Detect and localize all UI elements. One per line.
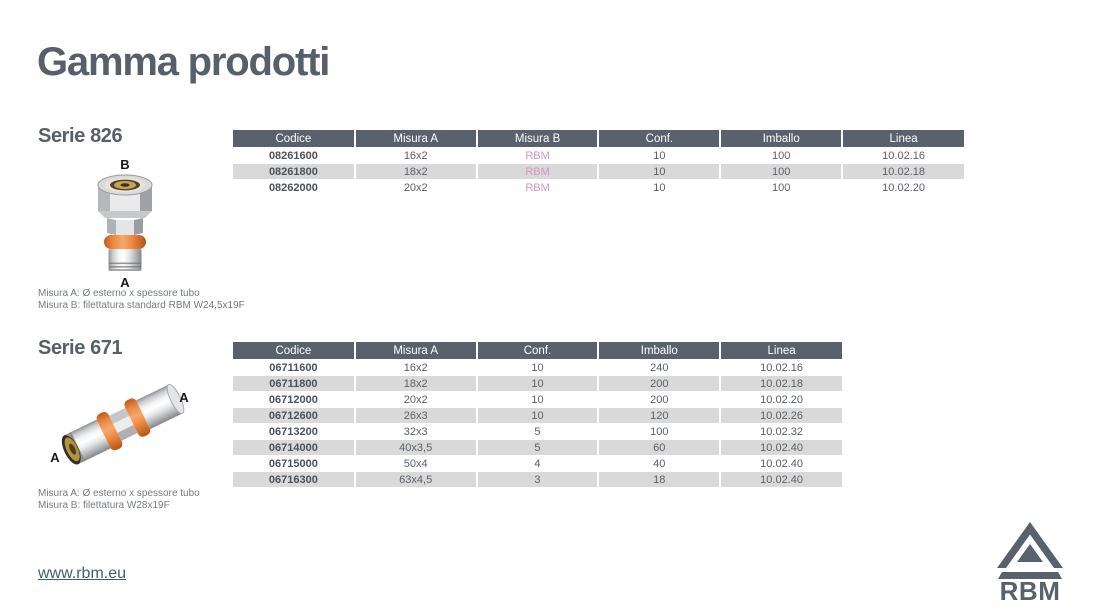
rbm-logo-text: RBM <box>999 576 1061 604</box>
label-a-top: A <box>179 390 189 405</box>
column-header: Misura B <box>477 130 599 148</box>
table-cell: 240 <box>598 360 720 376</box>
table-row <box>233 440 842 456</box>
table-cell: 5 <box>477 424 599 440</box>
serie-671-heading: Serie 671 <box>38 337 123 359</box>
serie-826-notes <box>38 288 245 311</box>
table-cell: 10.02.18 <box>720 376 842 392</box>
table-row <box>233 392 842 408</box>
page-title: Gamma prodotti <box>37 40 330 84</box>
table-row <box>233 376 842 392</box>
table-row <box>233 148 964 164</box>
table-cell: 16x2 <box>355 360 477 376</box>
table-cell: 06715000 <box>233 456 355 472</box>
header-row <box>233 130 964 148</box>
table-cell: 10.02.40 <box>720 440 842 456</box>
table-row <box>233 424 842 440</box>
table-cell: 10.02.16 <box>720 360 842 376</box>
column-header: Codice <box>233 130 355 148</box>
table-cell: 3 <box>477 472 599 488</box>
table-cell: 20x2 <box>355 180 477 196</box>
note-line: Misura A: Ø esterno x spessore tubo <box>38 488 200 499</box>
table-cell: 18 <box>598 472 720 488</box>
table-cell: RBM <box>477 148 599 164</box>
label-a-bottom: A <box>50 450 60 465</box>
table-row <box>233 164 964 180</box>
table-cell: 4 <box>477 456 599 472</box>
table-cell: 10.02.40 <box>720 456 842 472</box>
serie-826-heading: Serie 826 <box>38 125 123 147</box>
table-cell: 10.02.40 <box>720 472 842 488</box>
table-cell: 06712000 <box>233 392 355 408</box>
table-cell: 100 <box>720 180 842 196</box>
table-cell: 08261800 <box>233 164 355 180</box>
table-cell: 06716300 <box>233 472 355 488</box>
serie-826-table <box>233 130 964 195</box>
table-cell: 08261600 <box>233 148 355 164</box>
table-cell: 16x2 <box>355 148 477 164</box>
table-row <box>233 408 842 424</box>
table-cell: 10 <box>598 148 720 164</box>
product-photo-826 <box>78 156 172 295</box>
header-row <box>233 342 842 360</box>
table-cell: 5 <box>477 440 599 456</box>
column-header: Conf. <box>598 130 720 148</box>
table-cell: 10 <box>598 180 720 196</box>
table-cell: 200 <box>598 376 720 392</box>
column-header: Linea <box>842 130 964 148</box>
note-line: Misura A: Ø esterno x spessore tubo <box>38 288 200 299</box>
table-cell: 10 <box>477 392 599 408</box>
table-row <box>233 180 964 196</box>
table-cell: 18x2 <box>355 376 477 392</box>
column-header: Codice <box>233 342 355 360</box>
table-cell: 63x4,5 <box>355 472 477 488</box>
table-cell: 18x2 <box>355 164 477 180</box>
label-b: B <box>120 157 130 172</box>
table-cell: 32x3 <box>355 424 477 440</box>
table-cell: 20x2 <box>355 392 477 408</box>
table-cell: 06711600 <box>233 360 355 376</box>
table-cell: 10.02.32 <box>720 424 842 440</box>
table-cell: 40 <box>598 456 720 472</box>
column-header: Imballo <box>598 342 720 360</box>
rbm-triangle-icon <box>997 522 1063 579</box>
table-cell: 10.02.16 <box>842 148 964 164</box>
rbm-logo <box>992 522 1068 604</box>
table-cell: RBM <box>477 164 599 180</box>
table-cell: 26x3 <box>355 408 477 424</box>
table-cell: 06714000 <box>233 440 355 456</box>
table-cell: 06713200 <box>233 424 355 440</box>
column-header: Misura A <box>355 342 477 360</box>
table-cell: 10.02.20 <box>720 392 842 408</box>
table-cell: 08262000 <box>233 180 355 196</box>
table-cell: 200 <box>598 392 720 408</box>
table-cell: 10.02.18 <box>842 164 964 180</box>
table-cell: 06711800 <box>233 376 355 392</box>
table-cell: 60 <box>598 440 720 456</box>
serie-671-notes <box>38 488 200 511</box>
product-photo-671 <box>42 376 194 483</box>
website-link[interactable]: www.rbm.eu <box>38 565 127 582</box>
table-cell: 10.02.26 <box>720 408 842 424</box>
column-header: Conf. <box>477 342 599 360</box>
table-cell: RBM <box>477 180 599 196</box>
table-row <box>233 360 842 376</box>
note-line: Misura B: filettatura standard RBM W24,5x19F <box>38 299 245 311</box>
column-header: Linea <box>720 342 842 360</box>
note-line: Misura B: filettatura W28x19F <box>38 499 170 511</box>
table-cell: 100 <box>720 164 842 180</box>
table-row <box>233 472 842 488</box>
column-header: Imballo <box>720 130 842 148</box>
serie-671-table <box>233 342 842 487</box>
table-cell: 100 <box>720 148 842 164</box>
table-cell: 100 <box>598 424 720 440</box>
table-row <box>233 456 842 472</box>
table-cell: 10.02.20 <box>842 180 964 196</box>
table-cell: 06712600 <box>233 408 355 424</box>
column-header: Misura A <box>355 130 477 148</box>
table-cell: 120 <box>598 408 720 424</box>
table-cell: 10 <box>477 408 599 424</box>
table-cell: 10 <box>598 164 720 180</box>
table-cell: 10 <box>477 360 599 376</box>
table-cell: 50x4 <box>355 456 477 472</box>
table-cell: 10 <box>477 376 599 392</box>
table-cell: 40x3,5 <box>355 440 477 456</box>
label-a: A <box>120 275 130 290</box>
